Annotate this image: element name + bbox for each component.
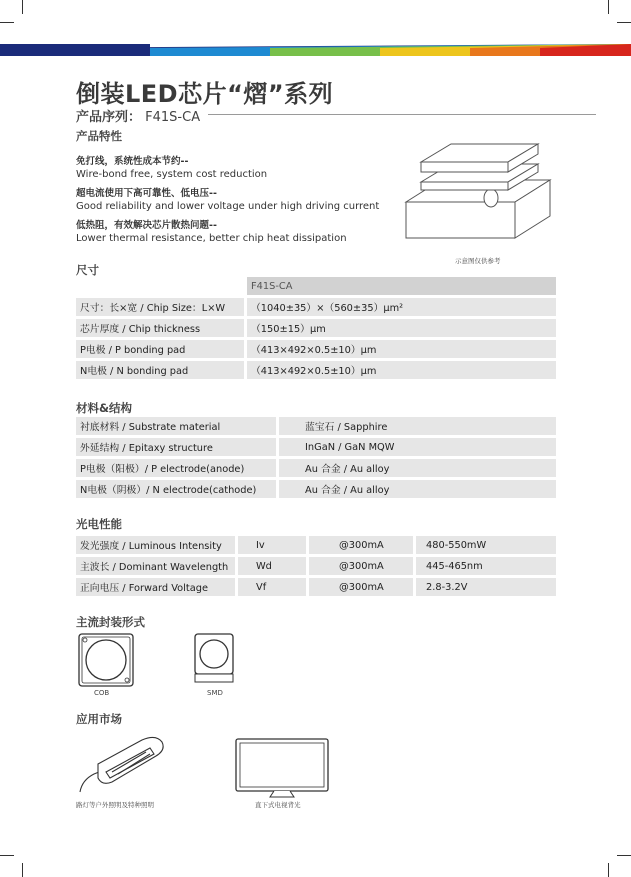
optoelectronic-heading: 光电性能	[76, 517, 122, 531]
series-row	[76, 106, 200, 125]
feature-3-en: Lower thermal resistance, better chip heat dissipation	[76, 233, 347, 244]
package-label-smd: SMD	[207, 689, 223, 697]
tv-backlight-icon	[234, 737, 330, 799]
table-row	[76, 438, 556, 456]
row-symbol: Iv	[238, 536, 309, 554]
row-value: 480-550mW	[416, 536, 556, 554]
row-condition: @300mA	[309, 557, 416, 575]
series-value: F41S-CA	[145, 110, 201, 125]
row-symbol: Wd	[238, 557, 309, 575]
street-light-icon	[72, 730, 170, 796]
crop-mark-tr-h	[617, 22, 631, 23]
feature-2-cn: 超电流使用下高可靠性、低电压--	[76, 188, 217, 199]
row-condition: @300mA	[309, 578, 416, 596]
table-row	[76, 361, 556, 379]
crop-mark-tl-h	[0, 22, 14, 23]
table-row	[76, 340, 556, 358]
table-row	[76, 557, 556, 575]
cob-package-icon	[77, 632, 135, 688]
row-label: N电极 / N bonding pad	[76, 361, 247, 379]
table-row	[76, 319, 556, 337]
packages-heading: 主流封装形式	[76, 615, 145, 629]
row-condition: @300mA	[309, 536, 416, 554]
diagram-caption: 示意图仅供参考	[455, 257, 501, 265]
row-label: 衬底材料 / Substrate material	[76, 417, 279, 435]
row-label: P电极（阳极）/ P electrode(anode)	[76, 459, 279, 477]
table-row	[76, 417, 556, 435]
features-heading: 产品特性	[76, 129, 122, 143]
page-title: 倒装LED芯片“熠”系列	[76, 80, 334, 108]
table-row	[76, 277, 556, 295]
table-row	[76, 480, 556, 498]
dimensions-heading: 尺寸	[76, 263, 99, 277]
materials-heading: 材料&结构	[76, 401, 133, 415]
crop-mark-bl-h	[0, 855, 14, 856]
row-value: （1040±35）×（560±35）μm²	[247, 298, 556, 316]
table-row	[76, 459, 556, 477]
chip-diagram-icon	[403, 130, 565, 245]
row-value: Au 合金 / Au alloy	[279, 480, 556, 498]
feature-3-cn: 低热阻，有效解决芯片散热问题--	[76, 220, 217, 231]
table-row	[76, 578, 556, 596]
row-symbol: Vf	[238, 578, 309, 596]
row-value: （413×492×0.5±10）μm	[247, 340, 556, 358]
row-value: InGaN / GaN MQW	[279, 438, 556, 456]
package-label-cob: COB	[94, 689, 110, 697]
crop-mark-tr-v	[608, 0, 609, 14]
optoelectronic-table	[76, 533, 556, 599]
row-value: （413×492×0.5±10）μm	[247, 361, 556, 379]
application-label-street-light: 路灯等户外照明及特种照明	[76, 801, 154, 809]
feature-1-en: Wire-bond free, system cost reduction	[76, 169, 268, 180]
crop-mark-bl-v	[22, 863, 23, 877]
row-value: 2.8-3.2V	[416, 578, 556, 596]
brand-stripe	[0, 40, 631, 58]
row-label: 主波长 / Dominant Wavelength	[76, 557, 238, 575]
row-value: （150±15）μm	[247, 319, 556, 337]
application-label-tv-backlight: 直下式电视背光	[255, 801, 301, 809]
row-label: P电极 / P bonding pad	[76, 340, 247, 358]
smd-package-icon	[192, 632, 236, 686]
crop-mark-br-v	[608, 863, 609, 877]
table-cell	[76, 277, 247, 295]
materials-table	[76, 414, 556, 501]
feature-1-cn: 免打线，系统性成本节约--	[76, 156, 189, 167]
row-value: Au 合金 / Au alloy	[279, 459, 556, 477]
crop-mark-tl-v	[22, 0, 23, 14]
row-label: 外延结构 / Epitaxy structure	[76, 438, 279, 456]
column-header: F41S-CA	[247, 277, 556, 295]
row-label: 尺寸：长×宽 / Chip Size：L×W	[76, 298, 247, 316]
series-divider	[208, 114, 596, 115]
table-row	[76, 536, 556, 554]
crop-mark-br-h	[617, 855, 631, 856]
dimensions-table	[76, 274, 556, 382]
table-row	[76, 298, 556, 316]
row-value: 445-465nm	[416, 557, 556, 575]
feature-2-en: Good reliability and lower voltage under high driving current	[76, 201, 380, 212]
series-label: 产品序列：	[76, 110, 142, 125]
row-label: 发光强度 / Luminous Intensity	[76, 536, 238, 554]
row-label: N电极（阴极）/ N electrode(cathode)	[76, 480, 279, 498]
row-label: 芯片厚度 / Chip thickness	[76, 319, 247, 337]
row-value: 蓝宝石 / Sapphire	[279, 417, 556, 435]
applications-heading: 应用市场	[76, 712, 122, 726]
row-label: 正向电压 / Forward Voltage	[76, 578, 238, 596]
